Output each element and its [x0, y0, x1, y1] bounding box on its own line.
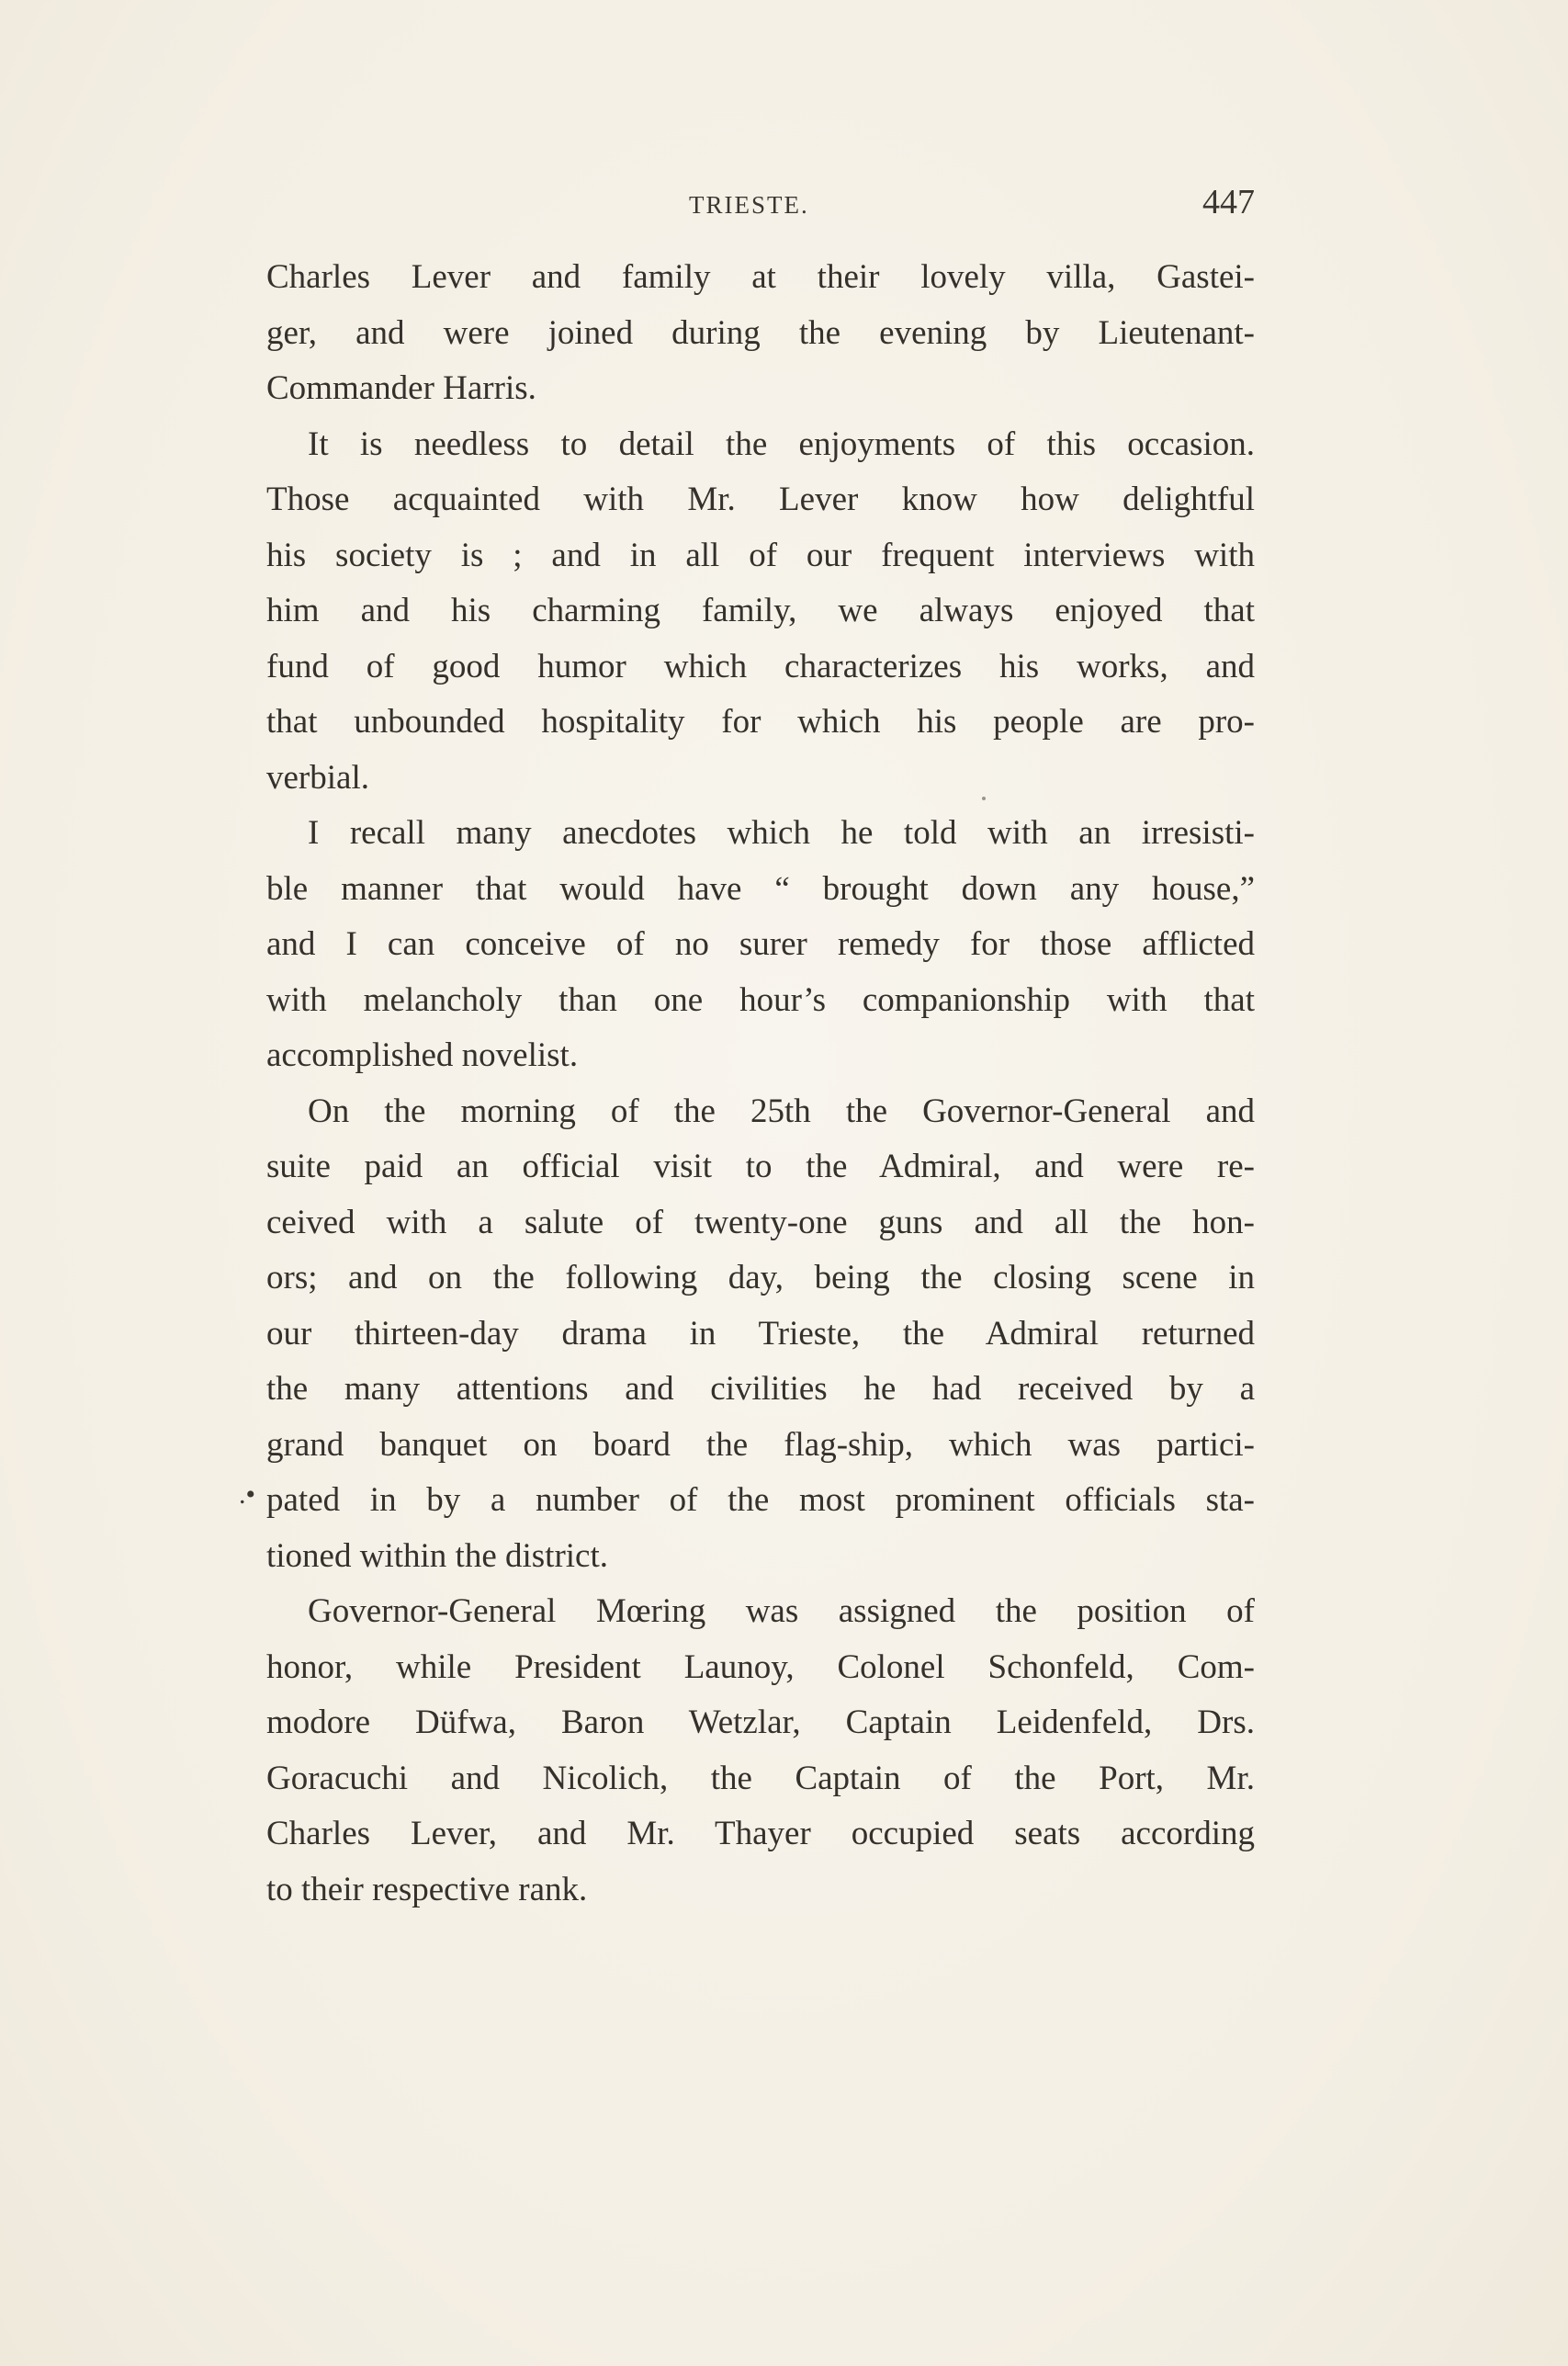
text-line: Governor-General Mœring was assigned the position of — [308, 1592, 1255, 1630]
text-line: Goracuchi and Nicolich, the Captain of the Port, Mr. — [266, 1759, 1255, 1797]
text-line: grand banquet on board the flag-ship, which was partici- — [266, 1425, 1255, 1464]
text-line: accomplished novelist. — [266, 1036, 579, 1074]
page-number: 447 — [1202, 183, 1255, 221]
text-line: modore Düfwa, Baron Wetzlar, Captain Leidenfeld, Drs. — [266, 1704, 1255, 1741]
text-line: ger, and were joined during the evening by Lieutenant- — [266, 313, 1255, 352]
text-line: Charles Lever, and Mr. Thayer occupied seats according — [266, 1815, 1255, 1852]
text-line: honor, while President Launoy, Colonel Schonfeld, Com- — [266, 1647, 1255, 1686]
margin-mark: .• — [239, 1479, 256, 1510]
text-line: with melancholy than one hour’s companionship with that — [266, 980, 1255, 1019]
text-line: fund of good humor which characterizes his works, and — [266, 647, 1255, 685]
text-line: Commander Harris. — [266, 369, 536, 407]
paper-speck — [982, 797, 986, 800]
text-line: tioned within the district. — [266, 1536, 609, 1575]
text-line: Those acquainted with Mr. Lever know how delightful — [266, 481, 1255, 518]
text-line: I recall many anecdotes which he told with an irresisti- — [308, 814, 1255, 852]
text-line: suite paid an official visit to the Admiral, and were re- — [266, 1148, 1255, 1185]
text-line: to their respective rank. — [266, 1870, 588, 1908]
text-line: On the morning of the 25th the Governor-General and — [308, 1092, 1255, 1130]
text-line: that unbounded hospitality for which his people are pro- — [266, 703, 1255, 741]
text-line: him and his charming family, we always enjoyed that — [266, 592, 1255, 629]
text-line: ceived with a salute of twenty-one guns and all the hon- — [266, 1203, 1255, 1241]
text-line: ble manner that would have “ brought down any house,” — [266, 869, 1255, 908]
text-line: verbial. — [266, 758, 369, 797]
body-text — [266, 250, 1255, 1918]
running-head — [266, 182, 1255, 228]
text-line: and I can conceive of no surer remedy for those afflicted — [266, 925, 1255, 963]
running-title: TRIESTE. — [689, 191, 809, 219]
text-line: Charles Lever and family at their lovely villa, Gastei- — [266, 258, 1255, 296]
text-line: pated in by a number of the most prominent officials sta- — [266, 1481, 1255, 1519]
text-line: It is needless to detail the enjoyments of this occasion. — [308, 425, 1255, 463]
text-line: the many attentions and civilities he had received by a — [266, 1370, 1255, 1408]
text-line: his society is ; and in all of our frequent interviews with — [266, 536, 1255, 574]
text-line: our thirteen-day drama in Trieste, the Admiral returned — [266, 1314, 1255, 1353]
text-line: ors; and on the following day, being the closing scene in — [266, 1259, 1255, 1296]
